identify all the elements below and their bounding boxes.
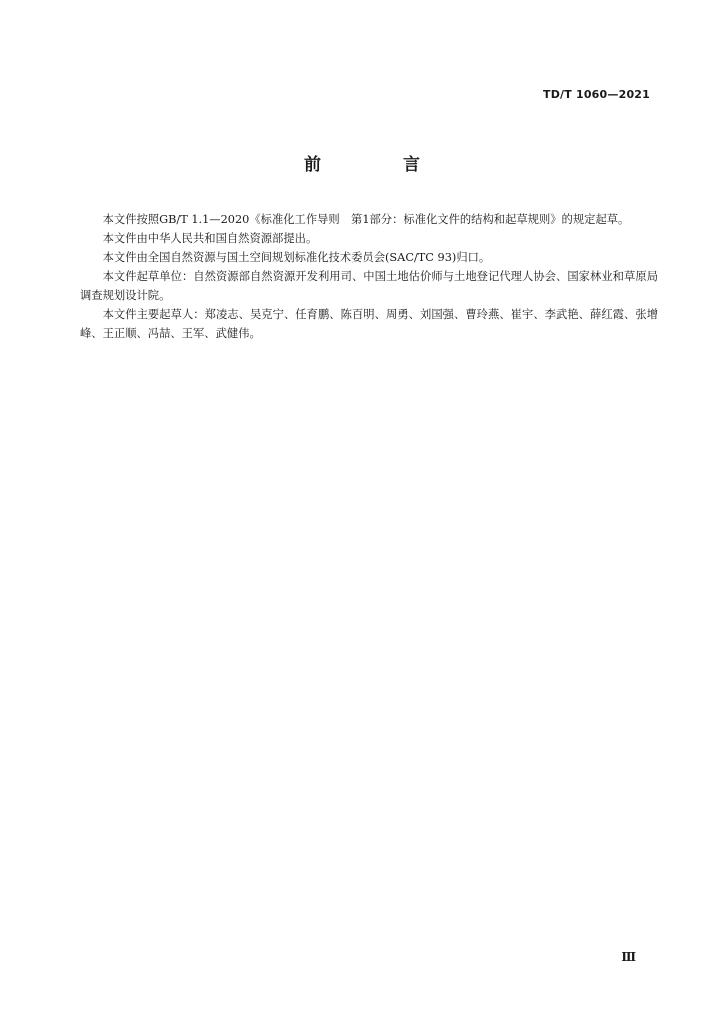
paragraph-technical-committee: 本文件由全国自然资源与国土空间规划标准化技术委员会(SAC/TC 93)归口。	[102, 251, 491, 264]
foreword-body	[80, 210, 658, 343]
paragraph-drafting-rules: 本文件按照GB/T 1.1—2020《标准化工作导则 第1部分：标准化文件的结构和起草规则》的规定起草。	[102, 213, 630, 226]
paragraph-main-drafters: 本文件主要起草人：郑凌志、吴克宁、任育鹏、陈百明、周勇、刘国强、曹玲燕、崔宇、李武艳、薛红霞、张增峰、王正顺、冯喆、王军、武健伟。	[80, 308, 658, 340]
paragraph-drafting-units: 本文件起草单位：自然资源部自然资源开发利用司、中国土地估价师与土地登记代理人协会、国家林业和草原局调查规划设计院。	[80, 270, 658, 302]
standard-code: TD/T 1060—2021	[542, 88, 650, 101]
page-number: Ⅲ	[621, 950, 636, 964]
page-title: 前 言	[304, 155, 458, 175]
paragraph-proposer: 本文件由中华人民共和国自然资源部提出。	[102, 232, 318, 245]
